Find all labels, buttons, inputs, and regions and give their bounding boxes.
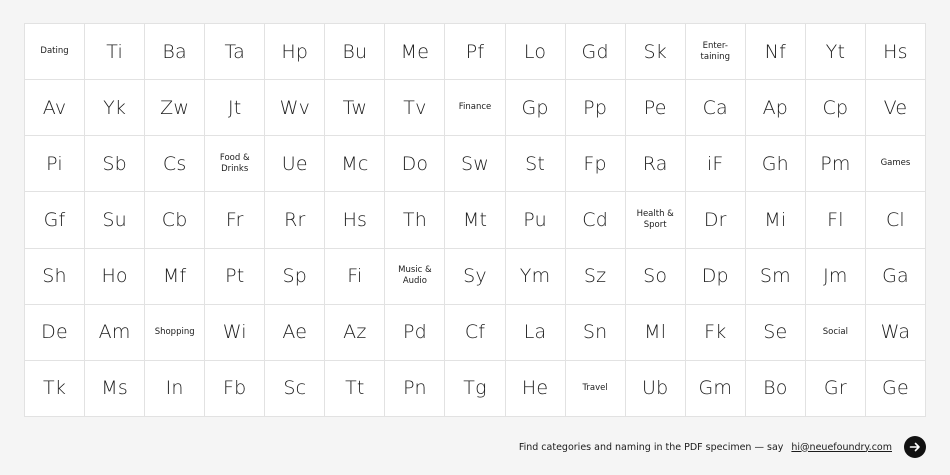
abbreviation-cell: Pd [385, 305, 445, 361]
abbreviation-cell: Sk [626, 24, 686, 80]
abbreviation-cell: iF [686, 136, 746, 192]
abbreviation-cell: Dr [686, 192, 746, 248]
abbreviation-cell: Pu [506, 192, 566, 248]
abbreviation-cell: Ho [85, 249, 145, 305]
abbreviation-cell: Hp [265, 24, 325, 80]
abbreviation-cell: Pi [25, 136, 85, 192]
abbreviation-cell: Gd [566, 24, 626, 80]
abbreviation-cell: Cl [866, 192, 926, 248]
abbreviation-cell: Fi [325, 249, 385, 305]
abbreviation-cell: Hs [866, 24, 926, 80]
abbreviation-cell: Fl [806, 192, 866, 248]
abbreviation-cell: Mt [445, 192, 505, 248]
abbreviation-cell: Ms [85, 361, 145, 417]
abbreviation-cell: De [25, 305, 85, 361]
abbreviation-cell: Fk [686, 305, 746, 361]
abbreviation-cell: Mf [145, 249, 205, 305]
category-cell: Music & Audio [385, 249, 445, 305]
abbreviation-cell: Ge [866, 361, 926, 417]
abbreviation-cell: Gh [746, 136, 806, 192]
abbreviation-cell: Ga [866, 249, 926, 305]
abbreviation-cell: Hs [325, 192, 385, 248]
abbreviation-cell: Az [325, 305, 385, 361]
abbreviation-cell: Mi [746, 192, 806, 248]
abbreviation-cell: So [626, 249, 686, 305]
abbreviation-cell: St [506, 136, 566, 192]
abbreviation-cell: Ve [866, 80, 926, 136]
abbreviation-cell: Av [25, 80, 85, 136]
abbreviation-cell: Tv [385, 80, 445, 136]
abbreviation-cell: Ub [626, 361, 686, 417]
abbreviation-cell: Wa [866, 305, 926, 361]
abbreviation-cell: Yt [806, 24, 866, 80]
abbreviation-cell: Pe [626, 80, 686, 136]
abbreviation-cell: Jm [806, 249, 866, 305]
abbreviation-cell: Yk [85, 80, 145, 136]
category-cell: Games [866, 136, 926, 192]
abbreviation-cell: He [506, 361, 566, 417]
abbreviation-cell: Sh [25, 249, 85, 305]
abbreviation-cell: Cd [566, 192, 626, 248]
abbreviation-cell: Pt [205, 249, 265, 305]
category-cell: Finance [445, 80, 505, 136]
abbreviation-cell: Pp [566, 80, 626, 136]
category-cell: Travel [566, 361, 626, 417]
abbreviation-cell: Ca [686, 80, 746, 136]
abbreviation-cell: Rr [265, 192, 325, 248]
category-cell: Dating [25, 24, 85, 80]
abbreviation-cell: Ba [145, 24, 205, 80]
abbreviation-cell: Gf [25, 192, 85, 248]
abbreviation-cell: Bu [325, 24, 385, 80]
abbreviation-cell: Cb [145, 192, 205, 248]
abbreviation-cell: Lo [506, 24, 566, 80]
abbreviation-cell: Fr [205, 192, 265, 248]
abbreviation-cell: Ti [85, 24, 145, 80]
abbreviation-cell: Sb [85, 136, 145, 192]
abbreviation-cell: Su [85, 192, 145, 248]
abbreviation-cell: Wi [205, 305, 265, 361]
abbreviation-cell: Gp [506, 80, 566, 136]
abbreviation-cell: Zw [145, 80, 205, 136]
footer [519, 436, 926, 458]
footer-text: Find categories and naming in the PDF specimen — say [518, 441, 784, 453]
abbreviation-cell: Sp [265, 249, 325, 305]
abbreviation-cell: Sz [566, 249, 626, 305]
category-cell: Enter- taining [686, 24, 746, 80]
abbreviation-cell: Sn [566, 305, 626, 361]
abbreviation-cell: Pm [806, 136, 866, 192]
abbreviation-cell: Sw [445, 136, 505, 192]
abbreviation-cell: Ap [746, 80, 806, 136]
abbreviation-cell: Bo [746, 361, 806, 417]
abbreviation-cell: Cf [445, 305, 505, 361]
abbreviation-cell: Fp [566, 136, 626, 192]
abbreviation-cell: Cs [145, 136, 205, 192]
abbreviation-cell: Pn [385, 361, 445, 417]
abbreviation-cell: In [145, 361, 205, 417]
abbreviation-cell: Nf [746, 24, 806, 80]
abbreviation-cell: Jt [205, 80, 265, 136]
abbreviation-cell: Am [85, 305, 145, 361]
abbreviation-cell: Wv [265, 80, 325, 136]
abbreviation-cell: Pf [445, 24, 505, 80]
abbreviation-cell: Se [746, 305, 806, 361]
abbreviation-cell: Mc [325, 136, 385, 192]
abbreviation-cell: Ym [506, 249, 566, 305]
category-cell: Food & Drinks [205, 136, 265, 192]
abbreviation-cell: Do [385, 136, 445, 192]
abbreviation-cell: La [506, 305, 566, 361]
abbreviation-cell: Fb [205, 361, 265, 417]
abbreviation-cell: Gm [686, 361, 746, 417]
abbreviation-cell: Tg [445, 361, 505, 417]
next-arrow-button[interactable] [904, 436, 926, 458]
email-link[interactable]: hi@neuefoundry.com [791, 441, 892, 453]
category-cell: Shopping [145, 305, 205, 361]
abbreviation-cell: Dp [686, 249, 746, 305]
abbreviation-cell: Ue [265, 136, 325, 192]
abbreviation-cell: Sm [746, 249, 806, 305]
abbreviation-cell: Ra [626, 136, 686, 192]
abbreviation-cell: Tt [325, 361, 385, 417]
abbreviation-cell: Ta [205, 24, 265, 80]
abbreviation-cell: Ml [626, 305, 686, 361]
abbreviation-cell: Gr [806, 361, 866, 417]
abbreviation-cell: Tw [325, 80, 385, 136]
abbreviation-cell: Tk [25, 361, 85, 417]
abbreviation-cell: Cp [806, 80, 866, 136]
abbreviation-cell: Me [385, 24, 445, 80]
arrow-right-icon [909, 441, 921, 453]
category-cell: Social [806, 305, 866, 361]
icon-name-grid [24, 23, 926, 417]
abbreviation-cell: Th [385, 192, 445, 248]
abbreviation-cell: Sc [265, 361, 325, 417]
category-cell: Health & Sport [626, 192, 686, 248]
abbreviation-cell: Sy [445, 249, 505, 305]
abbreviation-cell: Ae [265, 305, 325, 361]
